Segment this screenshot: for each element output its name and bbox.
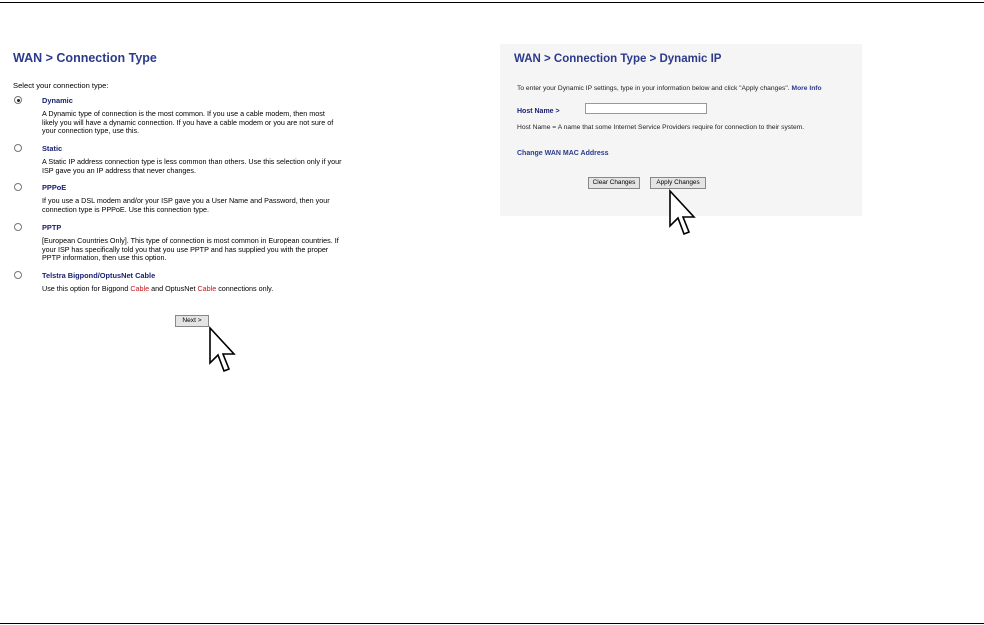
option-description: Use this option for Bigpond Cable and OptusNet Cable connections only. [42, 284, 274, 293]
option-description: [European Countries Only]. This type of connection is most common in European countries. If your ISP has specifically told you that you use PPTP and has supplied you with the proper PPTP information, then use this option. [42, 236, 339, 263]
apply-changes-button[interactable]: Apply Changes [650, 177, 706, 189]
radio-unselected-icon[interactable] [14, 144, 22, 152]
host-name-input[interactable] [585, 103, 707, 114]
mouse-pointer-icon [208, 326, 238, 376]
radio-unselected-icon[interactable] [14, 183, 22, 191]
option-description: A Static IP address connection type is less common than others. Use this selection only if your ISP gave you an IP address that never changes. [42, 157, 342, 175]
clear-changes-button[interactable]: Clear Changes [588, 177, 640, 189]
host-name-label: Host Name > [517, 108, 560, 115]
instructions-text: To enter your Dynamic IP settings, type in your information below and click "Apply changes". More Info [517, 85, 822, 92]
more-info-link[interactable]: More Info [791, 85, 822, 92]
option-label: Static [42, 144, 63, 153]
host-name-note: Host Name = A name that some Internet Service Providers require for connection to their system. [517, 124, 805, 131]
next-button[interactable]: Next > [175, 315, 209, 327]
option-description: If you use a DSL modem and/or your ISP gave you a User Name and Password, then your connection type is PPPoE. Use this connection type. [42, 196, 330, 214]
option-description: A Dynamic type of connection is the most common. If you use a cable modem, then most likely you will have a dynamic connection. If you have a cable modem or you are not sure of your connection type, use this. [42, 109, 334, 136]
select-prompt: Select your connection type: [13, 81, 109, 90]
connection-type-panel [0, 0, 470, 400]
change-mac-link[interactable]: Change WAN MAC Address [517, 150, 609, 157]
radio-selected-icon[interactable] [14, 96, 22, 104]
option-label: Telstra Bigpond/OptusNet Cable [42, 271, 156, 280]
option-label: PPPoE [42, 183, 67, 192]
radio-unselected-icon[interactable] [14, 223, 22, 231]
bottom-rule [0, 623, 984, 624]
option-label: Dynamic [42, 96, 73, 105]
mouse-pointer-icon [668, 189, 698, 239]
option-label: PPTP [42, 223, 62, 232]
radio-unselected-icon[interactable] [14, 271, 22, 279]
page-title: WAN > Connection Type [13, 51, 157, 65]
page-title: WAN > Connection Type > Dynamic IP [514, 53, 722, 65]
